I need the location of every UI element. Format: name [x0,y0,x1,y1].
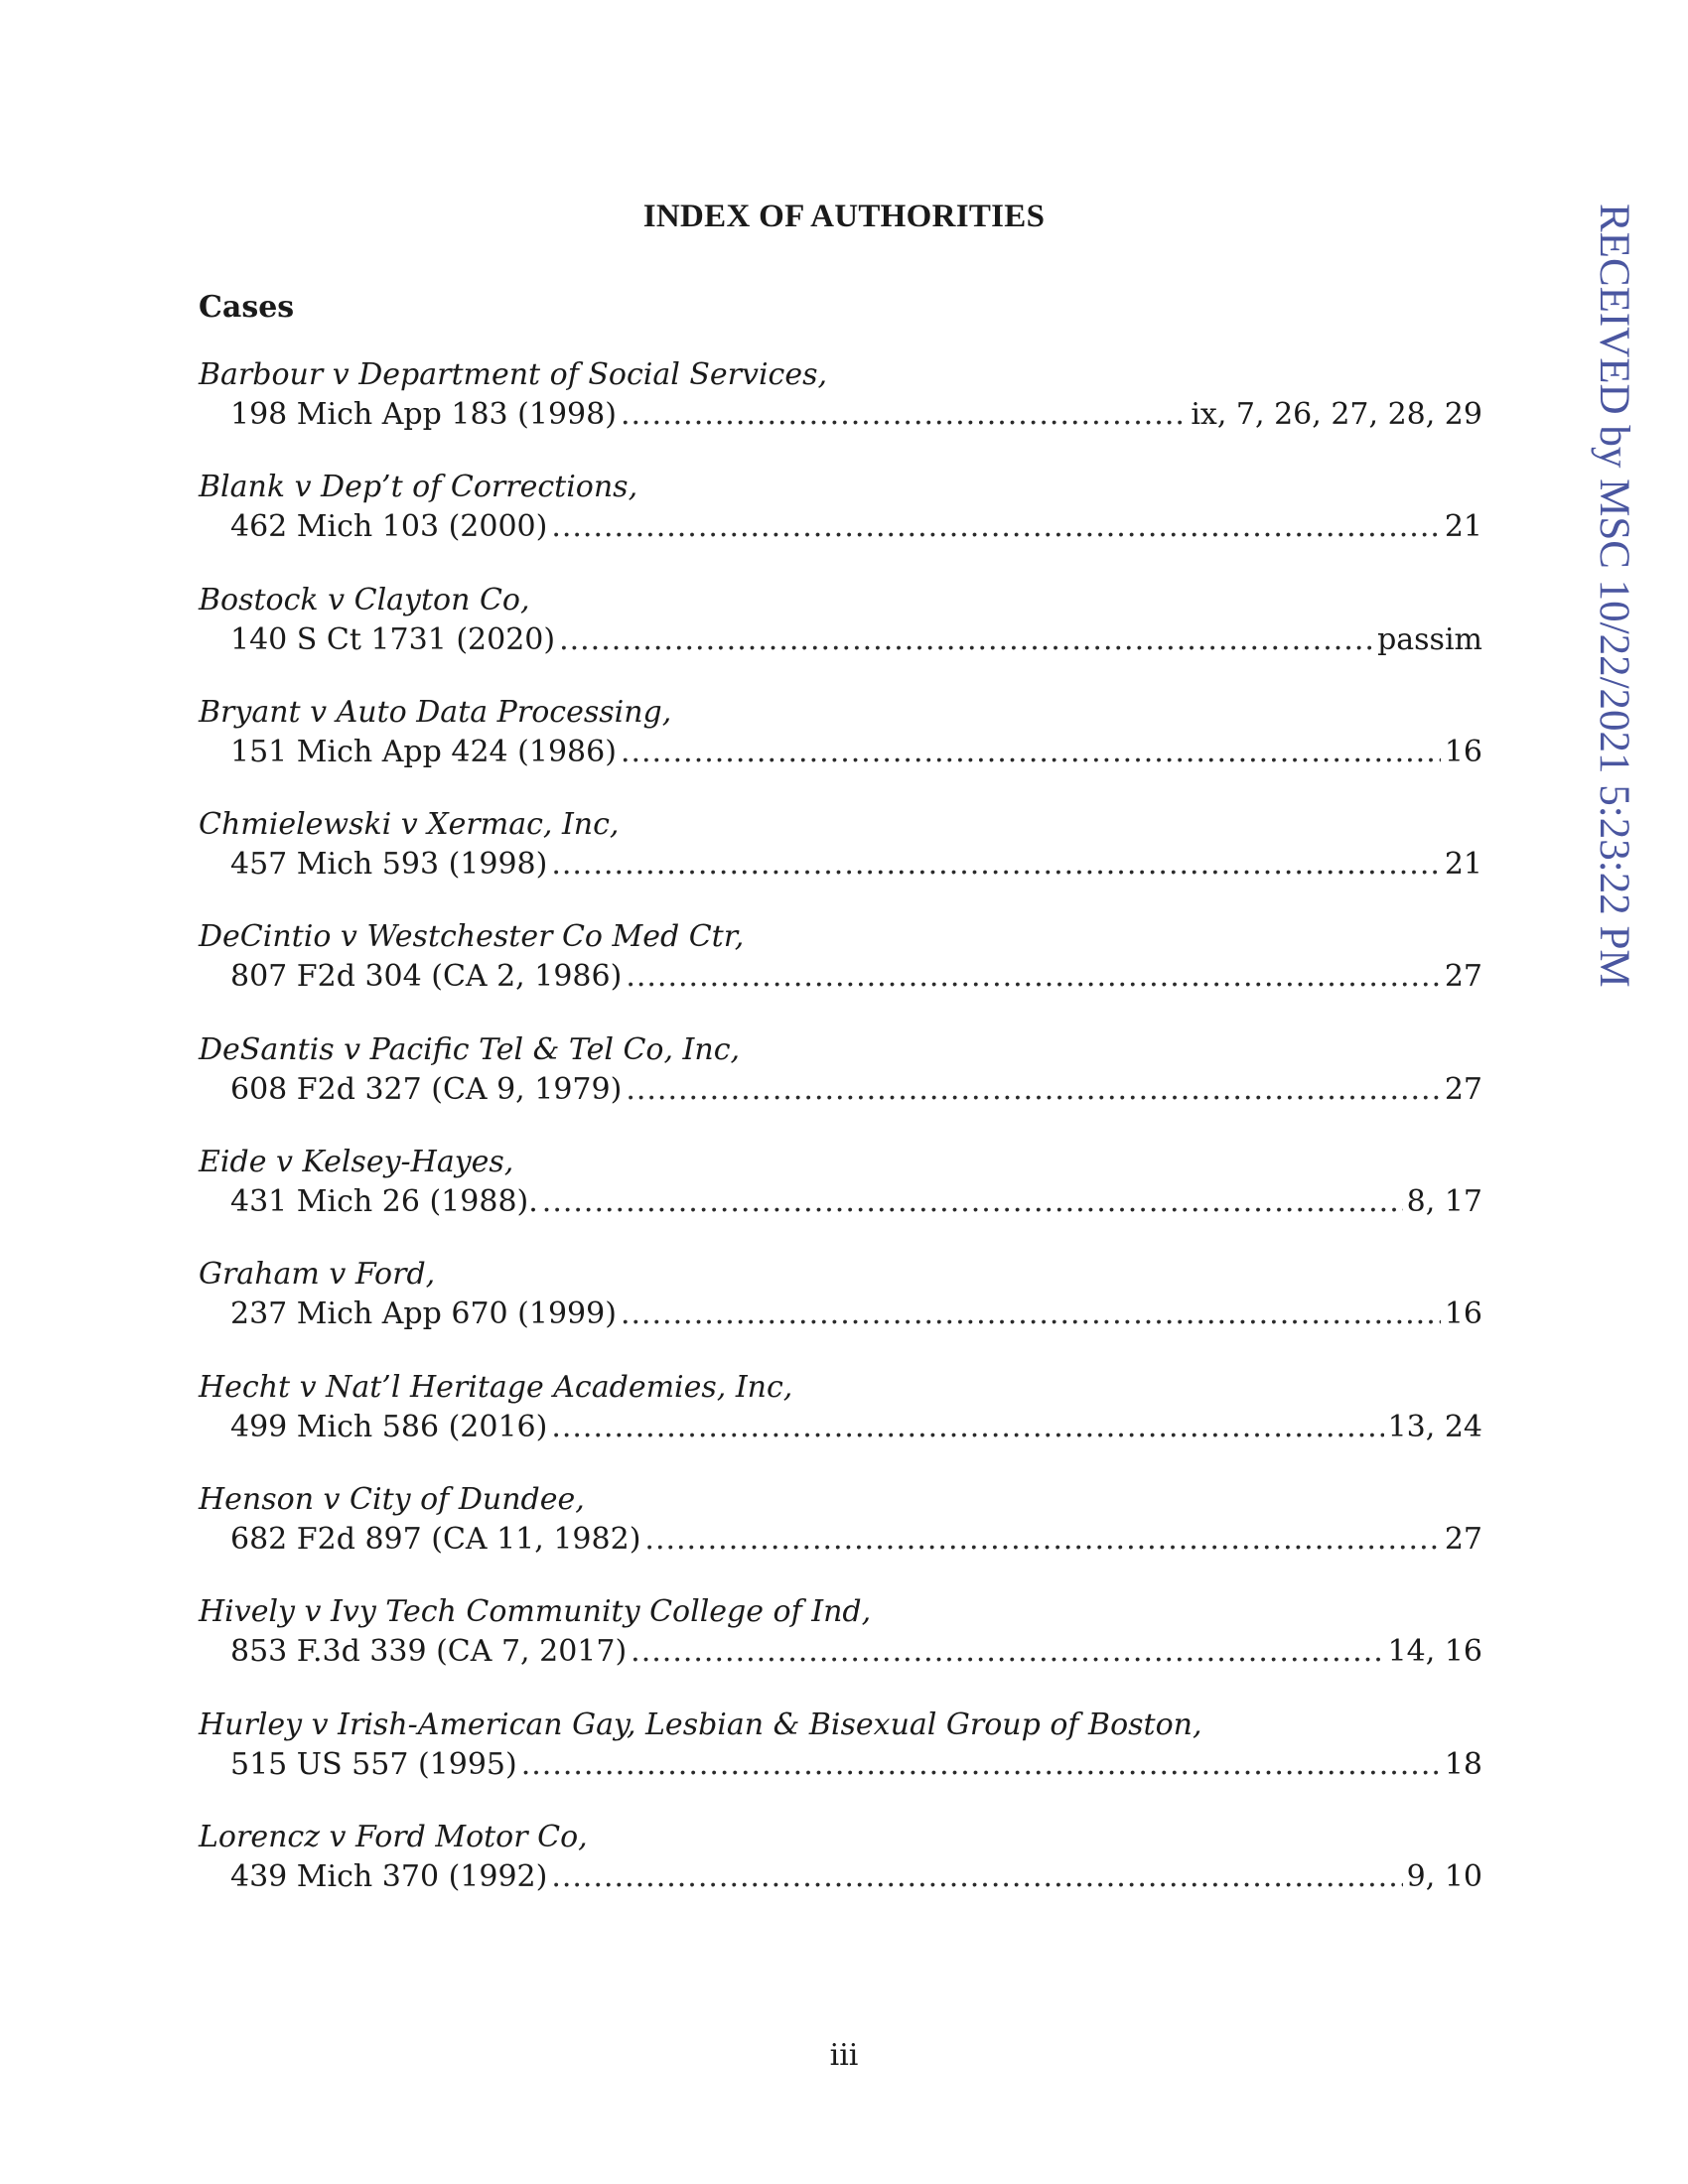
page-references: 14, 16 [1387,1634,1482,1670]
page-references: 18 [1444,1746,1482,1782]
case-name: DeSantis v Pacific Tel & Tel Co, Inc, [199,1031,741,1067]
dot-leader [551,1408,1383,1447]
dot-leader [621,395,1187,435]
dot-leader [551,845,1440,885]
received-stamp: RECEIVED by MSC 10/22/2021 5:23:22 PM [1591,204,1637,988]
page-references: 16 [1444,1297,1482,1332]
case-name: DeCintio v Westchester Co Med Ctr, [199,919,745,955]
citation-line [230,845,1482,885]
case-name: Blank v Dep’t of Corrections, [199,470,638,505]
authority-entry [199,1592,1482,1705]
dot-leader [626,957,1441,997]
case-name: Lorencz v Ford Motor Co, [199,1819,588,1854]
citation-line [230,1857,1482,1897]
authority-entry [199,1480,1482,1592]
page-references: 13, 24 [1387,1409,1482,1444]
page-title: INDEX OF AUTHORITIES [642,199,1046,234]
authority-entry [199,1255,1482,1367]
dot-leader [621,1295,1441,1334]
case-name: Hurley v Irish-American Gay, Lesbian & Bisexual Group of Boston, [199,1706,1202,1742]
case-name: Chmielewski v Xermac, Inc, [199,807,620,843]
citation: 151 Mich App 424 (1986) [230,734,617,769]
citation: 237 Mich App 670 (1999) [230,1297,617,1332]
authority-entry [199,1143,1482,1255]
citation: 198 Mich App 183 (1998) [230,397,617,432]
citation: 682 F2d 897 (CA 11, 1982) [230,1521,641,1557]
citation-line [230,1632,1482,1672]
citation-line [230,1182,1482,1222]
dot-leader [551,1857,1402,1897]
page-references: 8, 17 [1406,1184,1482,1220]
citation-line [230,1070,1482,1110]
dot-leader [621,733,1441,772]
page-references: 16 [1444,734,1482,769]
authority-entry [199,468,1482,580]
citation: 431 Mich 26 (1988). [230,1184,538,1220]
page-references: 27 [1444,1071,1482,1107]
dot-leader [631,1632,1383,1672]
authority-entry [199,1706,1482,1818]
authority-entry [199,355,1482,468]
page-number: iii [829,2038,859,2073]
case-name: Bryant v Auto Data Processing, [199,694,672,730]
citation: 140 S Ct 1731 (2020) [230,621,556,657]
page-references: 21 [1444,509,1482,545]
dot-leader [551,507,1440,547]
authority-entry [199,917,1482,1029]
page-references: 21 [1444,847,1482,883]
page-references: ix, 7, 26, 27, 28, 29 [1191,397,1482,432]
authority-entry [199,805,1482,917]
case-name: Graham v Ford, [199,1257,436,1293]
citation: 457 Mich 593 (1998) [230,847,548,883]
citation: 853 F.3d 339 (CA 7, 2017) [230,1634,628,1670]
page-references: passim [1377,621,1482,657]
citation: 439 Mich 370 (1992) [230,1858,548,1894]
citation-line [230,957,1482,997]
citation: 807 F2d 304 (CA 2, 1986) [230,959,623,995]
citation-line [230,620,1482,660]
citation-line [230,733,1482,772]
dot-leader [644,1520,1440,1560]
case-name: Barbour v Department of Social Services, [199,357,828,392]
case-name: Hecht v Nat’l Heritage Academies, Inc, [199,1369,793,1405]
dot-leader [626,1070,1441,1110]
citation-line [230,1520,1482,1560]
authority-entry [199,1368,1482,1480]
dot-leader [559,620,1373,660]
case-name: Henson v City of Dundee, [199,1481,585,1517]
section-heading-cases: Cases [199,290,295,325]
citation-line [230,395,1482,435]
page-references: 27 [1444,959,1482,995]
dot-leader [542,1182,1403,1222]
citation-line [230,1745,1482,1785]
citation-line [230,1295,1482,1334]
citation: 515 US 557 (1995) [230,1746,517,1782]
case-name: Eide v Kelsey-Hayes, [199,1145,514,1180]
citation: 608 F2d 327 (CA 9, 1979) [230,1071,623,1107]
authority-entry [199,1030,1482,1143]
authorities-list [199,355,1482,1930]
citation: 499 Mich 586 (2016) [230,1409,548,1444]
authority-entry [199,693,1482,805]
case-name: Hively v Ivy Tech Community College of Ind, [199,1594,872,1630]
authority-entry [199,1818,1482,1930]
authority-entry [199,581,1482,693]
page-references: 9, 10 [1406,1858,1482,1894]
citation: 462 Mich 103 (2000) [230,509,548,545]
dot-leader [521,1745,1441,1785]
page-references: 27 [1444,1521,1482,1557]
case-name: Bostock v Clayton Co, [199,582,530,617]
citation-line [230,507,1482,547]
citation-line [230,1408,1482,1447]
